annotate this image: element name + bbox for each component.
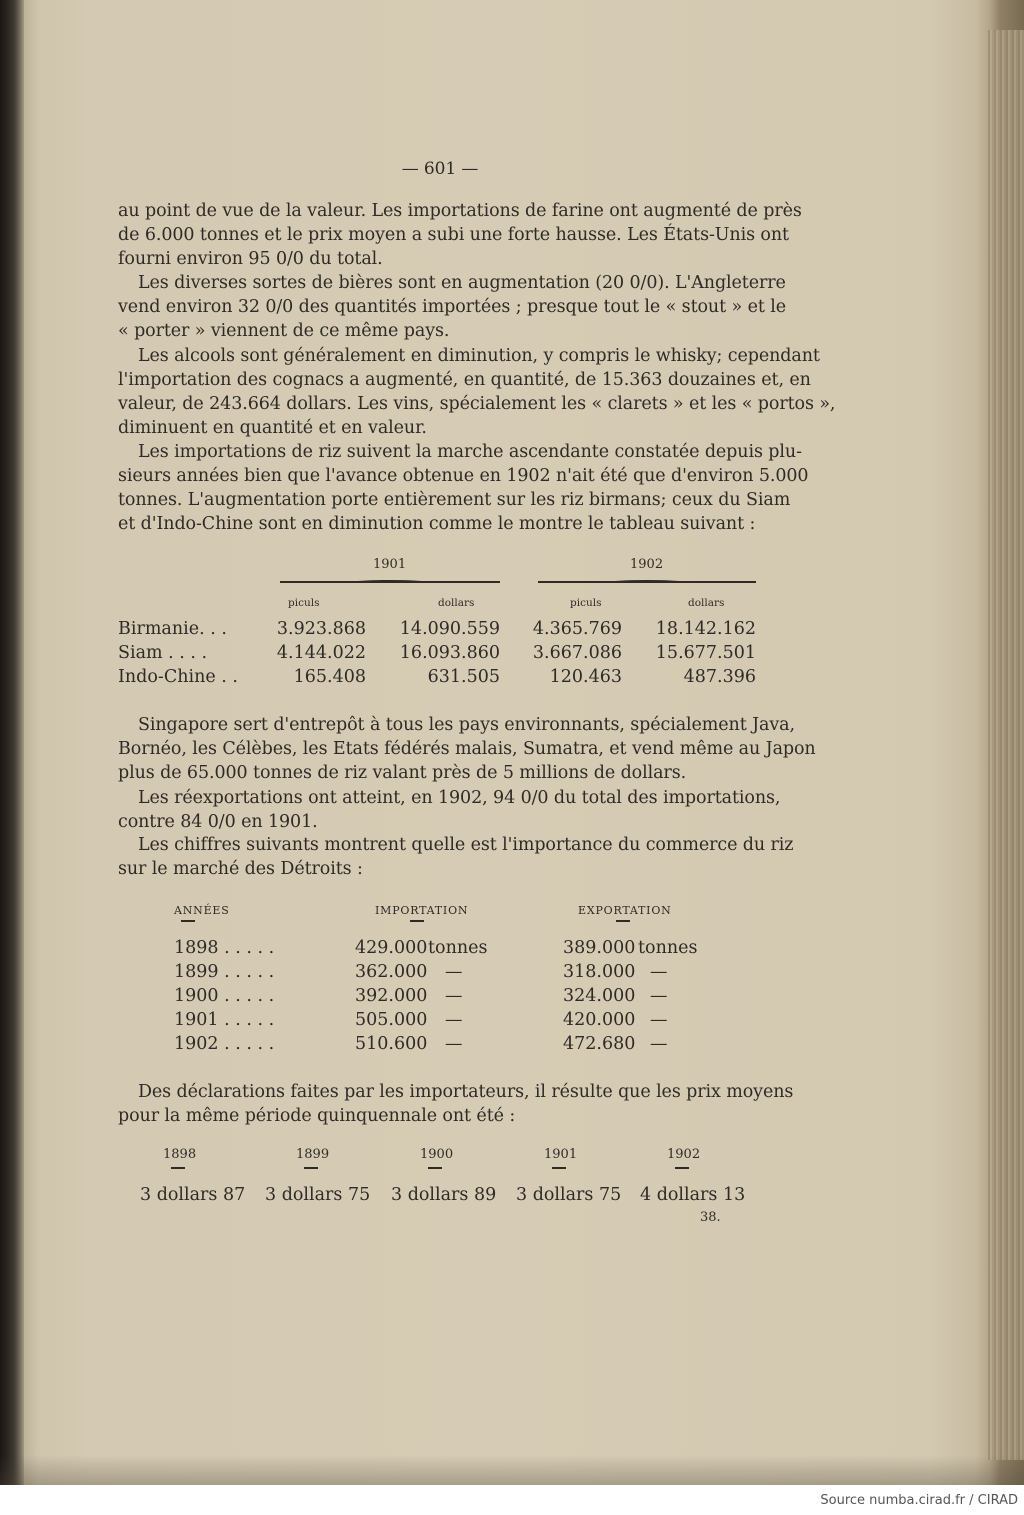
import-unit: — xyxy=(445,1034,463,1054)
table-cell: 3.667.086 xyxy=(532,643,622,663)
price-value: 3 dollars 75 xyxy=(516,1185,622,1205)
year-dash xyxy=(304,1167,318,1169)
signature-mark: 38. xyxy=(700,1210,721,1225)
text-line: Bornéo, les Célèbes, les Etats fédérés malais, Sumatra, et vend même au Japon xyxy=(118,739,816,759)
table-cell: 487.396 xyxy=(683,667,756,687)
import-cell: 362.000 xyxy=(355,962,428,982)
import-cell: 429.000 xyxy=(355,938,428,958)
export-unit: — xyxy=(650,1034,668,1054)
import-cell: 510.600 xyxy=(355,1034,428,1054)
import-cell: 505.000 xyxy=(355,1010,428,1030)
text-line: tonnes. L'augmentation porte entièrement sur les riz birmans; ceux du Siam xyxy=(118,490,791,510)
header-dash xyxy=(616,920,630,922)
year-dash xyxy=(171,1167,185,1169)
table-row xyxy=(118,643,758,667)
year-dash xyxy=(428,1167,442,1169)
column-header: IMPORTATION xyxy=(375,904,469,917)
import-unit: — xyxy=(445,986,463,1006)
year-cell: 1900 . . . . . xyxy=(174,986,275,1006)
import-unit: — xyxy=(445,962,463,982)
price-year: 1902 xyxy=(667,1147,701,1162)
export-unit: — xyxy=(650,986,668,1006)
text-line: Singapore sert d'entrepôt à tous les pays environnants, spécialement Java, xyxy=(138,715,795,735)
table-cell: 15.677.501 xyxy=(655,643,756,663)
year-cell: 1898 . . . . . xyxy=(174,938,275,958)
row-label: Siam . . . . xyxy=(118,643,208,663)
paragraph-1 xyxy=(118,199,802,271)
paragraph-5 xyxy=(118,713,816,785)
text-line: valeur, de 243.664 dollars. Les vins, spécialement les « clarets » et les « portos », xyxy=(118,394,836,414)
text-line: diminuent en quantité et en valeur. xyxy=(118,418,427,438)
year-cell: 1899 . . . . . xyxy=(174,962,275,982)
text-line: Les réexportations ont atteint, en 1902, 94 0/0 du total des importations, xyxy=(138,788,781,808)
column-header: EXPORTATION xyxy=(578,904,672,917)
export-cell: 472.680 xyxy=(563,1034,636,1054)
export-unit: tonnes xyxy=(638,938,698,958)
text-line: pour la même période quinquennale ont été : xyxy=(118,1106,516,1126)
export-cell: 420.000 xyxy=(563,1010,636,1030)
paragraph-8 xyxy=(118,1080,794,1128)
text-line: et d'Indo-Chine sont en diminution comme le montre le tableau suivant : xyxy=(118,514,756,534)
price-year: 1898 xyxy=(163,1147,197,1162)
text-line: fourni environ 95 0/0 du total. xyxy=(118,249,383,269)
paragraph-4 xyxy=(118,440,809,536)
table-row xyxy=(118,938,758,962)
text-line: au point de vue de la valeur. Les importations de farine ont augmenté de près xyxy=(118,201,802,221)
paragraph-6 xyxy=(118,786,781,834)
binding-shadow xyxy=(0,0,24,1485)
text-line: de 6.000 tonnes et le prix moyen a subi une forte hausse. Les États-Unis ont xyxy=(118,225,789,245)
text-line: Les importations de riz suivent la marche ascendante constatée depuis plu- xyxy=(138,442,802,462)
price-year: 1901 xyxy=(544,1147,578,1162)
table-row xyxy=(118,986,758,1010)
price-value: 3 dollars 87 xyxy=(140,1185,246,1205)
rule-1902 xyxy=(538,581,756,583)
export-cell: 389.000 xyxy=(563,938,636,958)
text-line: sur le marché des Détroits : xyxy=(118,859,363,879)
year-dash xyxy=(675,1167,689,1169)
scan-bottom-band xyxy=(0,1455,1024,1485)
table-cell: 631.505 xyxy=(427,667,500,687)
table-row xyxy=(118,667,758,691)
table-cell: 14.090.559 xyxy=(399,619,500,639)
text-line: l'importation des cognacs a augmenté, en quantité, de 15.363 douzaines et, en xyxy=(118,370,811,390)
paragraph-2 xyxy=(118,271,786,343)
price-year: 1900 xyxy=(420,1147,454,1162)
year-cell: 1901 . . . . . xyxy=(174,1010,275,1030)
price-value: 4 dollars 13 xyxy=(640,1185,746,1205)
rice-table-year-1901: 1901 xyxy=(373,557,407,572)
price-value: 3 dollars 75 xyxy=(265,1185,371,1205)
row-label: Birmanie. . . xyxy=(118,619,227,639)
page-edges xyxy=(988,30,1024,1460)
paragraph-7 xyxy=(118,833,794,881)
table-cell: 16.093.860 xyxy=(399,643,500,663)
text-line: Des déclarations faites par les importateurs, il résulte que les prix moyens xyxy=(138,1082,794,1102)
table-row xyxy=(118,962,758,986)
paragraph-3 xyxy=(118,344,836,440)
text-line: sieurs années bien que l'avance obtenue en 1902 n'ait été que d'environ 5.000 xyxy=(118,466,809,486)
table-cell: 4.144.022 xyxy=(276,643,366,663)
text-line: Les diverses sortes de bières sont en augmentation (20 0/0). L'Angleterre xyxy=(138,273,786,293)
unit-header: piculs xyxy=(288,597,320,609)
text-line: Les chiffres suivants montrent quelle est l'importance du commerce du riz xyxy=(138,835,794,855)
unit-header: dollars xyxy=(688,597,725,609)
year-dash xyxy=(552,1167,566,1169)
year-cell: 1902 . . . . . xyxy=(174,1034,275,1054)
table-row xyxy=(118,1010,758,1034)
page-number: — 601 — xyxy=(401,159,479,179)
import-cell: 392.000 xyxy=(355,986,428,1006)
table-cell: 165.408 xyxy=(293,667,366,687)
row-label: Indo-Chine . . xyxy=(118,667,238,687)
export-cell: 318.000 xyxy=(563,962,636,982)
import-unit: — xyxy=(445,1010,463,1030)
header-dash xyxy=(181,920,195,922)
table-cell: 120.463 xyxy=(549,667,622,687)
import-unit: tonnes xyxy=(428,938,488,958)
text-line: contre 84 0/0 en 1901. xyxy=(118,812,318,832)
unit-header: dollars xyxy=(438,597,475,609)
table-cell: 4.365.769 xyxy=(532,619,622,639)
price-value: 3 dollars 89 xyxy=(391,1185,497,1205)
rule-1901 xyxy=(280,581,500,583)
unit-header: piculs xyxy=(570,597,602,609)
table-cell: 18.142.162 xyxy=(655,619,756,639)
table-row xyxy=(118,619,758,643)
text-line: plus de 65.000 tonnes de riz valant près de 5 millions de dollars. xyxy=(118,763,687,783)
text-line: Les alcools sont généralement en diminution, y compris le whisky; cependant xyxy=(138,346,820,366)
source-credit: Source numba.cirad.fr / CIRAD xyxy=(820,1493,1018,1508)
export-cell: 324.000 xyxy=(563,986,636,1006)
header-dash xyxy=(410,920,424,922)
export-unit: — xyxy=(650,1010,668,1030)
text-line: vend environ 32 0/0 des quantités importées ; presque tout le « stout » et le xyxy=(118,297,786,317)
rice-table-year-1902: 1902 xyxy=(630,557,664,572)
text-line: « porter » viennent de ce même pays. xyxy=(118,321,450,341)
export-unit: — xyxy=(650,962,668,982)
table-row xyxy=(118,1034,758,1058)
table-cell: 3.923.868 xyxy=(276,619,366,639)
column-header: ANNÉES xyxy=(174,904,230,917)
price-year: 1899 xyxy=(296,1147,330,1162)
